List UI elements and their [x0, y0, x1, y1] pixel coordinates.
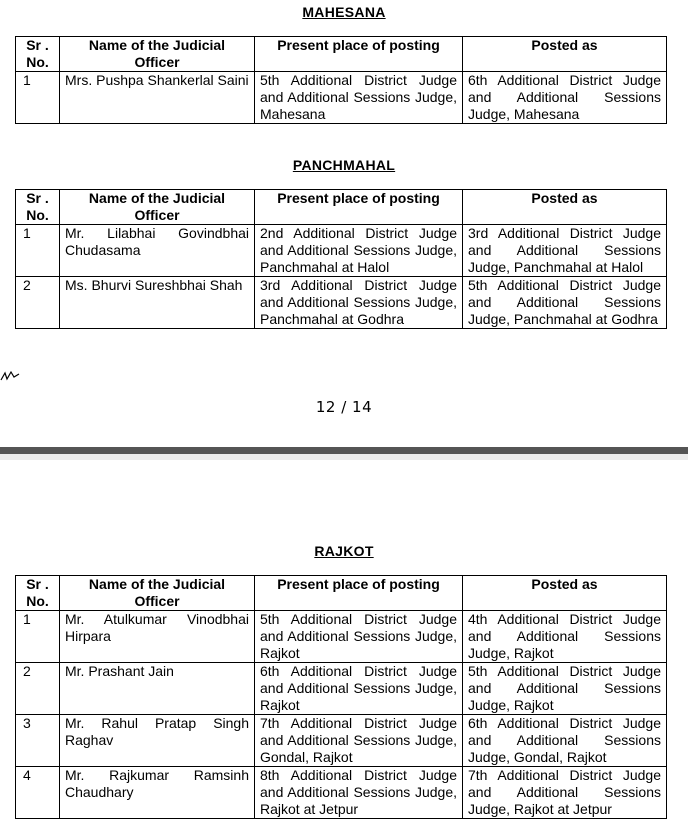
page-separator-shadow	[0, 447, 688, 454]
header-posted-as: Posted as	[463, 576, 667, 611]
header-sr-no: Sr . No.	[16, 190, 60, 225]
cell-present-posting: 5th Additional District Judge and Additional Sessions Judge, Rajkot	[255, 611, 463, 663]
header-present-posting: Present place of posting	[255, 190, 463, 225]
cell-sr: 2	[16, 663, 60, 715]
cell-officer-name: Mr. Rajkumar Ramsinh Chaudhary	[60, 767, 255, 819]
section-heading-rajkot: RAJKOT	[314, 543, 374, 559]
cell-sr: 4	[16, 767, 60, 819]
table-row	[16, 225, 667, 277]
header-sr-no: Sr . No.	[16, 37, 60, 72]
cell-present-posting: 6th Additional District Judge and Additional Sessions Judge, Rajkot	[255, 663, 463, 715]
cell-present-posting: 7th Additional District Judge and Additional Sessions Judge, Gondal, Rajkot	[255, 715, 463, 767]
cell-sr: 3	[16, 715, 60, 767]
cell-sr: 1	[16, 72, 60, 124]
section-heading-panchmahal: PANCHMAHAL	[292, 157, 396, 173]
cell-officer-name: Mr. Prashant Jain	[60, 663, 255, 715]
cell-sr: 2	[16, 277, 60, 329]
posting-table-mahesana	[15, 36, 667, 124]
header-name: Name of the Judicial Officer	[60, 37, 255, 72]
cell-posted-as: 5th Additional District Judge and Additional Sessions Judge, Rajkot	[463, 663, 667, 715]
header-posted-as: Posted as	[463, 37, 667, 72]
header-sr-no: Sr . No.	[16, 576, 60, 611]
header-posted-as: Posted as	[463, 190, 667, 225]
table-row	[16, 72, 667, 124]
table-row	[16, 663, 667, 715]
table-row	[16, 611, 667, 663]
cell-officer-name: Mr. Rahul Pratap Singh Raghav	[60, 715, 255, 767]
table-row	[16, 715, 667, 767]
table-header-row	[16, 576, 667, 611]
cell-posted-as: 7th Additional District Judge and Additional Sessions Judge, Rajkot at Jetpur	[463, 767, 667, 819]
posting-table-rajkot	[15, 575, 667, 819]
cell-present-posting: 3rd Additional District Judge and Additional Sessions Judge, Panchmahal at Godhra	[255, 277, 463, 329]
cell-officer-name: Mr. Lilabhai Govindbhai Chudasama	[60, 225, 255, 277]
cell-officer-name: Mr. Atulkumar Vinodbhai Hirpara	[60, 611, 255, 663]
cell-sr: 1	[16, 225, 60, 277]
table-row	[16, 767, 667, 819]
cell-posted-as: 3rd Additional District Judge and Additional Sessions Judge, Panchmahal at Halol	[463, 225, 667, 277]
cell-posted-as: 6th Additional District Judge and Additional Sessions Judge, Gondal, Rajkot	[463, 715, 667, 767]
table-row	[16, 277, 667, 329]
posting-table-panchmahal	[15, 189, 667, 329]
handwritten-margin-mark	[0, 364, 22, 386]
header-present-posting: Present place of posting	[255, 37, 463, 72]
cell-officer-name: Mrs. Pushpa Shankerlal Saini	[60, 72, 255, 124]
cell-posted-as: 6th Additional District Judge and Additional Sessions Judge, Mahesana	[463, 72, 667, 124]
section-heading-mahesana: MAHESANA	[302, 4, 386, 20]
cell-posted-as: 4th Additional District Judge and Additional Sessions Judge, Rajkot	[463, 611, 667, 663]
table-header-row	[16, 37, 667, 72]
cell-officer-name: Ms. Bhurvi Sureshbhai Shah	[60, 277, 255, 329]
cell-present-posting: 2nd Additional District Judge and Additional Sessions Judge, Panchmahal at Halol	[255, 225, 463, 277]
page-number: 12 / 14	[315, 398, 373, 416]
table-header-row	[16, 190, 667, 225]
cell-sr: 1	[16, 611, 60, 663]
header-present-posting: Present place of posting	[255, 576, 463, 611]
header-name: Name of the Judicial Officer	[60, 190, 255, 225]
page-separator	[0, 447, 688, 460]
cell-present-posting: 8th Additional District Judge and Additional Sessions Judge, Rajkot at Jetpur	[255, 767, 463, 819]
cell-posted-as: 5th Additional District Judge and Additional Sessions Judge, Panchmahal at Godhra	[463, 277, 667, 329]
header-name: Name of the Judicial Officer	[60, 576, 255, 611]
cell-present-posting: 5th Additional District Judge and Additional Sessions Judge, Mahesana	[255, 72, 463, 124]
